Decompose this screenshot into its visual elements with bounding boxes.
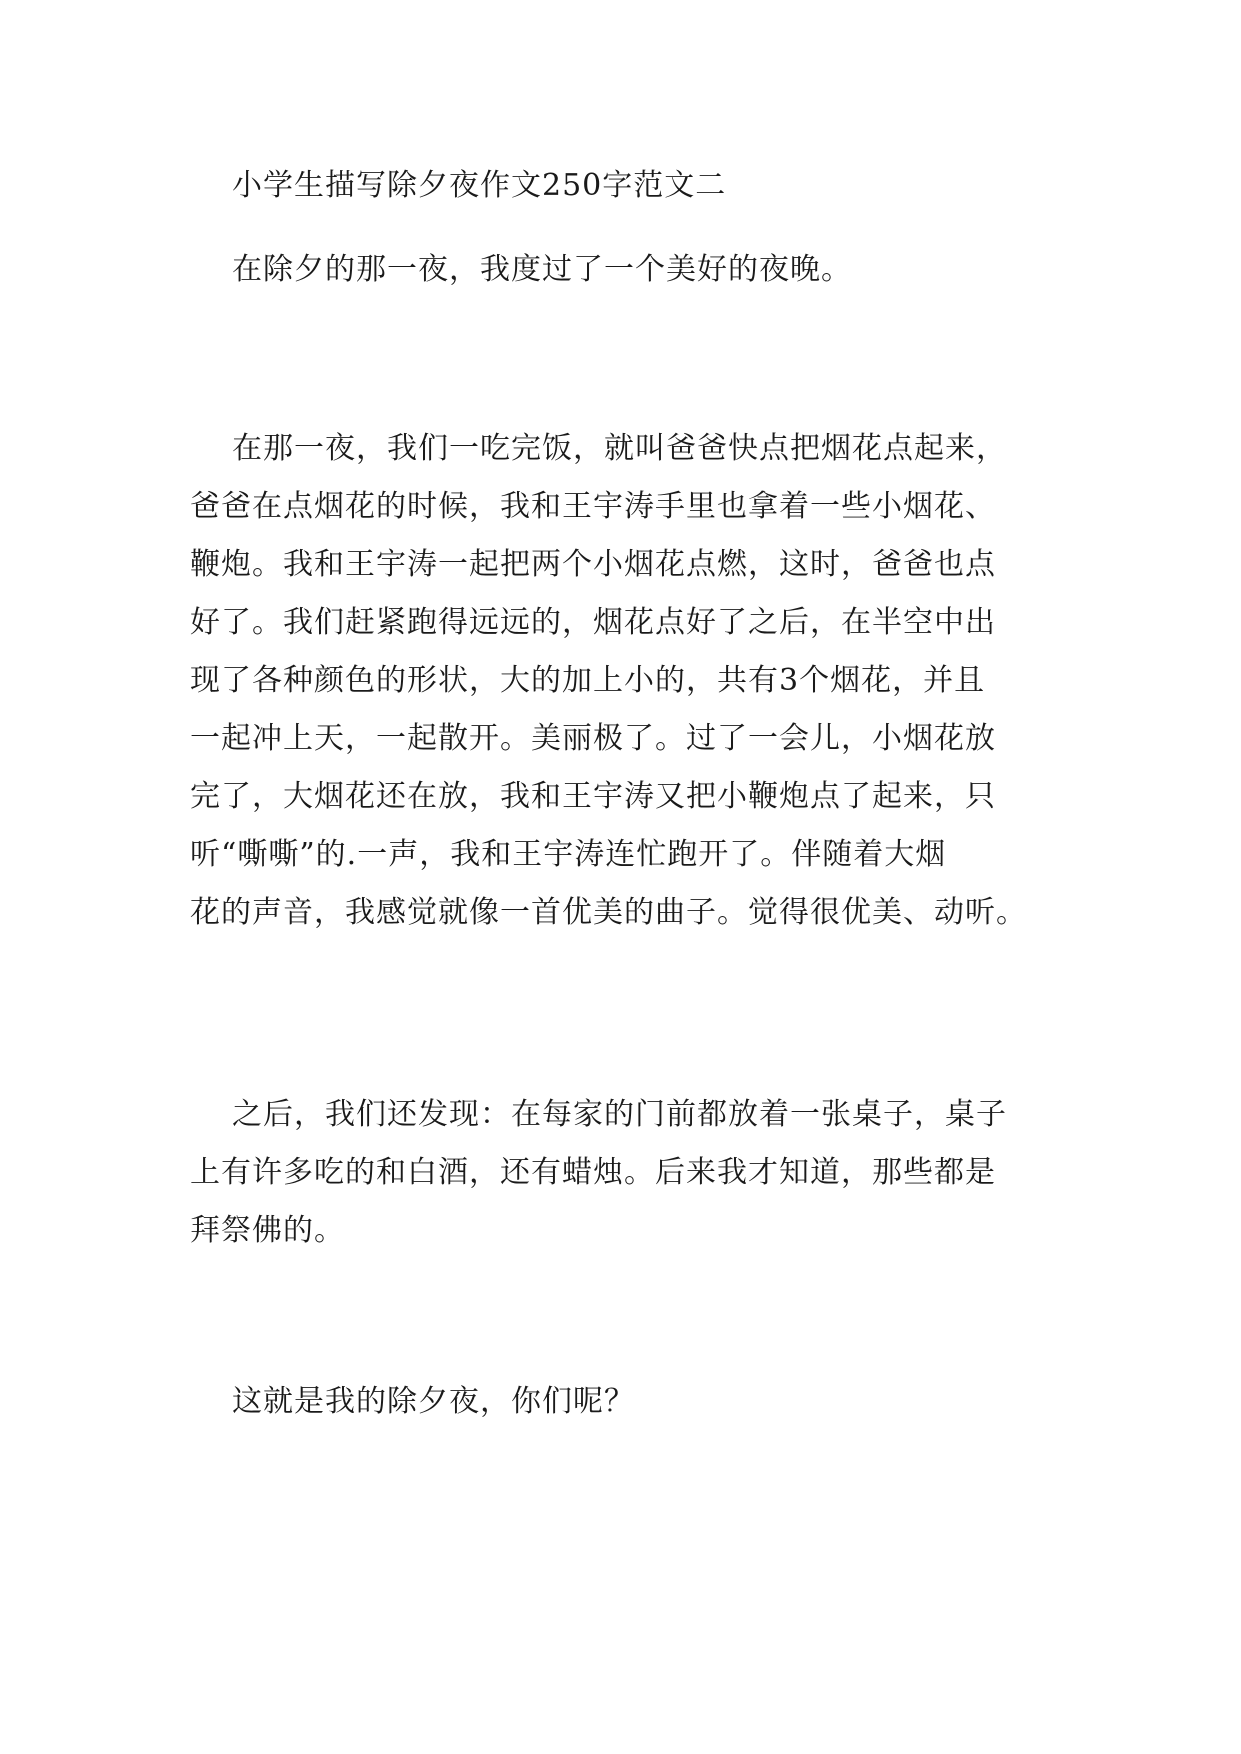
paragraph-line: 现了各种颜色的形状，大的加上小的，共有3个烟花，并且 <box>190 663 986 698</box>
document-title: 小学生描写除夕夜作文250字范文二 <box>232 168 727 203</box>
paragraph-line: 一起冲上天，一起散开。美丽极了。过了一会儿，小烟花放 <box>190 721 996 756</box>
paragraph-line: 之后，我们还发现：在每家的门前都放着一张桌子，桌子 <box>232 1097 1007 1132</box>
intro-paragraph: 在除夕的那一夜，我度过了一个美好的夜晚。 <box>232 252 852 287</box>
paragraph-line: 上有许多吃的和白酒，还有蜡烛。后来我才知道，那些都是 <box>190 1155 996 1190</box>
paragraph-line: 完了，大烟花还在放，我和王宇涛又把小鞭炮点了起来，只 <box>190 779 996 814</box>
paragraph-line: 花的声音，我感觉就像一首优美的曲子。觉得很优美、动听。 <box>190 895 1027 930</box>
paragraph-line: 好了。我们赶紧跑得远远的，烟花点好了之后，在半空中出 <box>190 605 996 640</box>
paragraph-line: 爸爸在点烟花的时候，我和王宇涛手里也拿着一些小烟花、 <box>190 489 996 524</box>
paragraph-line: 鞭炮。我和王宇涛一起把两个小烟花点燃，这时，爸爸也点 <box>190 547 996 582</box>
paragraph-line: 拜祭佛的。 <box>190 1213 345 1248</box>
paragraph-line: 在那一夜，我们一吃完饭，就叫爸爸快点把烟花点起来， <box>232 431 1007 466</box>
closing-paragraph: 这就是我的除夕夜，你们呢？ <box>232 1384 635 1419</box>
paragraph-line: 听“嘶嘶”的.一声，我和王宇涛连忙跑开了。伴随着大烟 <box>190 837 947 872</box>
